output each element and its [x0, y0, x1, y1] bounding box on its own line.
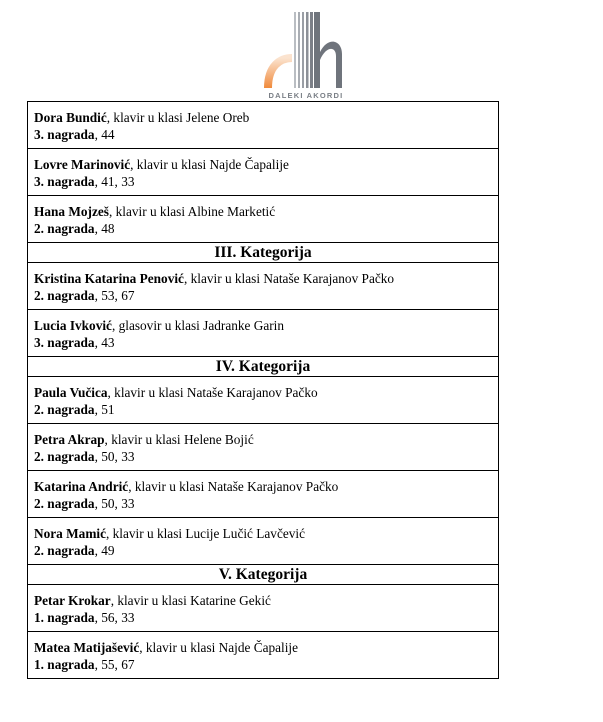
result-cell	[28, 263, 499, 310]
participant-instrument-teacher: , klavir u klasi Najde Čapalije	[130, 157, 289, 172]
award-label: 3. nagrada	[34, 126, 95, 142]
points-value: , 51	[94, 401, 115, 417]
points-value: , 50, 33	[94, 495, 135, 511]
points-value: , 50, 33	[94, 448, 135, 464]
points-value: , 48	[94, 220, 115, 236]
participant-name: Hana Mojzeš	[34, 204, 109, 219]
participant-name: Lovre Marinović	[34, 157, 131, 172]
award-label: 2. nagrada	[34, 220, 95, 236]
result-row	[28, 471, 499, 518]
participant-instrument-teacher: , klavir u klasi Lucije Lučić Lavčević	[106, 526, 305, 541]
logo-text: DALEKI AKORDI	[268, 91, 344, 100]
award-label: 1. nagrada	[34, 609, 95, 625]
participant-instrument-teacher: , klavir u klasi Albine Marketić	[108, 204, 276, 219]
result-cell	[28, 196, 499, 243]
award-label: 3. nagrada	[34, 173, 95, 189]
result-row	[28, 377, 499, 424]
result-cell	[28, 471, 499, 518]
participant-name: Paula Vučica	[34, 385, 108, 400]
participant-name: Dora Bundić	[34, 110, 107, 125]
category-header-row	[28, 357, 499, 377]
points-value: , 53, 67	[94, 287, 135, 303]
category-header-row	[28, 565, 499, 585]
award-label: 2. nagrada	[34, 287, 95, 303]
result-row	[28, 518, 499, 565]
points-value: , 55, 67	[94, 656, 135, 672]
participant-instrument-teacher: , klavir u klasi Nataše Karajanov Pačko	[183, 271, 395, 286]
result-cell	[28, 377, 499, 424]
result-row	[28, 424, 499, 471]
points-value: , 41, 33	[94, 173, 135, 189]
category-header-row	[28, 243, 499, 263]
award-label: 1. nagrada	[34, 656, 95, 672]
participant-name: Matea Matijašević	[34, 640, 140, 655]
participant-instrument-teacher: , klavir u klasi Katarine Gekić	[110, 593, 271, 608]
category-title: III. Kategorija	[28, 243, 499, 263]
participant-instrument-teacher: , klavir u klasi Nataše Karajanov Pačko	[107, 385, 318, 400]
award-label: 2. nagrada	[34, 542, 95, 558]
result-cell	[28, 518, 499, 565]
result-cell	[28, 585, 499, 632]
participant-name: Kristina Katarina Penović	[34, 271, 184, 286]
points-value: , 43	[94, 334, 115, 350]
result-cell	[28, 310, 499, 357]
participant-name: Nora Mamić	[34, 526, 106, 541]
participant-instrument-teacher: , klavir u klasi Jelene Oreb	[106, 110, 250, 125]
points-value: , 49	[94, 542, 115, 558]
category-title: V. Kategorija	[28, 565, 499, 585]
participant-name: Lucia Ivković	[34, 318, 112, 333]
result-row	[28, 263, 499, 310]
result-row	[28, 632, 499, 679]
daleki-akordi-logo-icon	[258, 6, 354, 102]
participant-instrument-teacher: , klavir u klasi Nataše Karajanov Pačko	[128, 479, 339, 494]
result-row	[28, 196, 499, 243]
participant-name: Petra Akrap	[34, 432, 105, 447]
results-table	[27, 101, 499, 679]
result-cell	[28, 149, 499, 196]
points-value: , 56, 33	[94, 609, 135, 625]
award-label: 2. nagrada	[34, 401, 95, 417]
result-cell	[28, 632, 499, 679]
participant-name: Petar Krokar	[34, 593, 111, 608]
award-label: 2. nagrada	[34, 448, 95, 464]
result-row	[28, 310, 499, 357]
award-label: 3. nagrada	[34, 334, 95, 350]
result-cell	[28, 424, 499, 471]
result-row	[28, 102, 499, 149]
award-label: 2. nagrada	[34, 495, 95, 511]
category-title: IV. Kategorija	[28, 357, 499, 377]
result-row	[28, 149, 499, 196]
points-value: , 44	[94, 126, 115, 142]
participant-instrument-teacher: , klavir u klasi Najde Čapalije	[139, 640, 299, 655]
participant-instrument-teacher: , klavir u klasi Helene Bojić	[104, 432, 254, 447]
participant-instrument-teacher: , glasovir u klasi Jadranke Garin	[111, 318, 285, 333]
result-row	[28, 585, 499, 632]
result-cell	[28, 102, 499, 149]
participant-name: Katarina Andrić	[34, 479, 129, 494]
